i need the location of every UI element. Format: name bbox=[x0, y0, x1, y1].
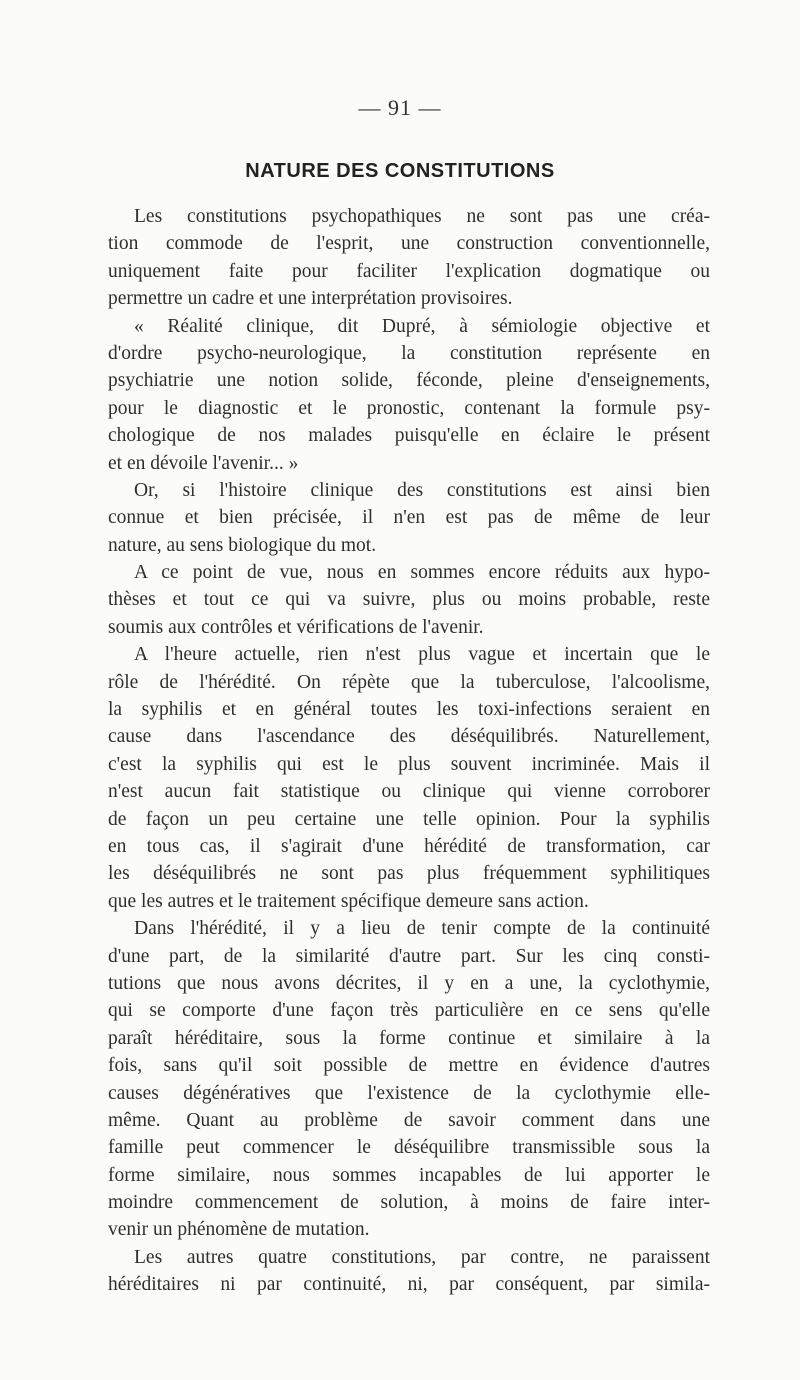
text-line: moindre commencement de solution, à moins de faire inter- bbox=[108, 1192, 710, 1214]
text-line: chologique de nos malades puisqu'elle en éclaire le présent bbox=[108, 425, 710, 447]
text-line: forme similaire, nous sommes incapables de lui apporter le bbox=[108, 1164, 710, 1186]
text-line: que les autres et le traitement spécifique demeure sans action. bbox=[108, 890, 589, 912]
text-line: Les constitutions psychopathiques ne sont pas une créa- bbox=[134, 206, 710, 227]
text-line: même. Quant au problème de savoir comment dans une bbox=[108, 1109, 710, 1131]
text-line: et en dévoile l'avenir... » bbox=[108, 452, 299, 474]
text-line: Or, si l'histoire clinique des constitutions est ainsi bien bbox=[134, 479, 710, 501]
text-line: soumis aux contrôles et vérifications de l'avenir. bbox=[108, 616, 484, 638]
body-text bbox=[108, 203, 710, 1299]
text-line: d'ordre psycho-neurologique, la constitution représente en bbox=[108, 342, 710, 364]
text-line: héréditaires ni par continuité, ni, par conséquent, par simila- bbox=[108, 1274, 710, 1296]
text-line: cause dans l'ascendance des déséquilibrés. Naturellement, bbox=[108, 726, 710, 748]
text-line: uniquement faite pour faciliter l'explication dogmatique ou bbox=[108, 260, 710, 282]
text-line: nature, au sens biologique du mot. bbox=[108, 534, 377, 556]
text-line: connue et bien précisée, il n'en est pas de même de leur bbox=[108, 507, 710, 529]
text-line: c'est la syphilis qui est le plus souvent incriminée. Mais il bbox=[108, 753, 710, 775]
text-line: les déséquilibrés ne sont pas plus fréquemment syphilitiques bbox=[108, 863, 710, 885]
text-line: tutions que nous avons décrites, il y en a une, la cyclothymie, bbox=[108, 972, 710, 994]
text-line: Dans l'hérédité, il y a lieu de tenir compte de la continuité bbox=[134, 918, 710, 940]
text-line: de façon un peu certaine une telle opinion. Pour la syphilis bbox=[108, 808, 710, 830]
chapter-heading: NATURE DES CONSTITUTIONS bbox=[245, 160, 555, 182]
text-line: paraît héréditaire, sous la forme continue et similaire à la bbox=[108, 1027, 710, 1049]
text-line: d'une part, de la similarité d'autre part. Sur les cinq consti- bbox=[108, 945, 710, 967]
text-line: rôle de l'hérédité. On répète que la tuberculose, l'alcoolisme, bbox=[108, 671, 710, 693]
text-line: pour le diagnostic et le pronostic, contenant la formule psy- bbox=[108, 397, 710, 419]
text-line: Les autres quatre constitutions, par contre, ne paraissent bbox=[134, 1246, 710, 1268]
text-line: fois, sans qu'il soit possible de mettre en évidence d'autres bbox=[108, 1055, 710, 1077]
text-line: A ce point de vue, nous en sommes encore réduits aux hypo- bbox=[134, 562, 710, 584]
text-line: en tous cas, il s'agirait d'une hérédité de transformation, car bbox=[108, 835, 710, 857]
page-number: — 91 — bbox=[358, 95, 442, 120]
text-line: venir un phénomène de mutation. bbox=[108, 1219, 370, 1241]
text-line: la syphilis et en général toutes les toxi-infections seraient en bbox=[108, 699, 710, 721]
text-line: A l'heure actuelle, rien n'est plus vague et incertain que le bbox=[134, 644, 710, 666]
text-line: qui se comporte d'une façon très particulière en ce sens qu'elle bbox=[108, 1000, 710, 1022]
text-line: famille peut commencer le déséquilibre transmissible sous la bbox=[108, 1137, 710, 1159]
text-line: n'est aucun fait statistique ou clinique qui vienne corroborer bbox=[108, 781, 710, 803]
text-line: permettre un cadre et une interprétation provisoires. bbox=[108, 288, 513, 310]
text-line: « Réalité clinique, dit Dupré, à sémiologie objective et bbox=[134, 315, 710, 337]
text-line: causes dégénératives que l'existence de la cyclothymie elle- bbox=[108, 1082, 710, 1104]
text-line: psychiatrie une notion solide, féconde, pleine d'enseignements, bbox=[108, 370, 710, 392]
text-line: tion commode de l'esprit, une construction conventionnelle, bbox=[108, 233, 710, 255]
text-line: thèses et tout ce qui va suivre, plus ou moins probable, reste bbox=[108, 589, 710, 611]
